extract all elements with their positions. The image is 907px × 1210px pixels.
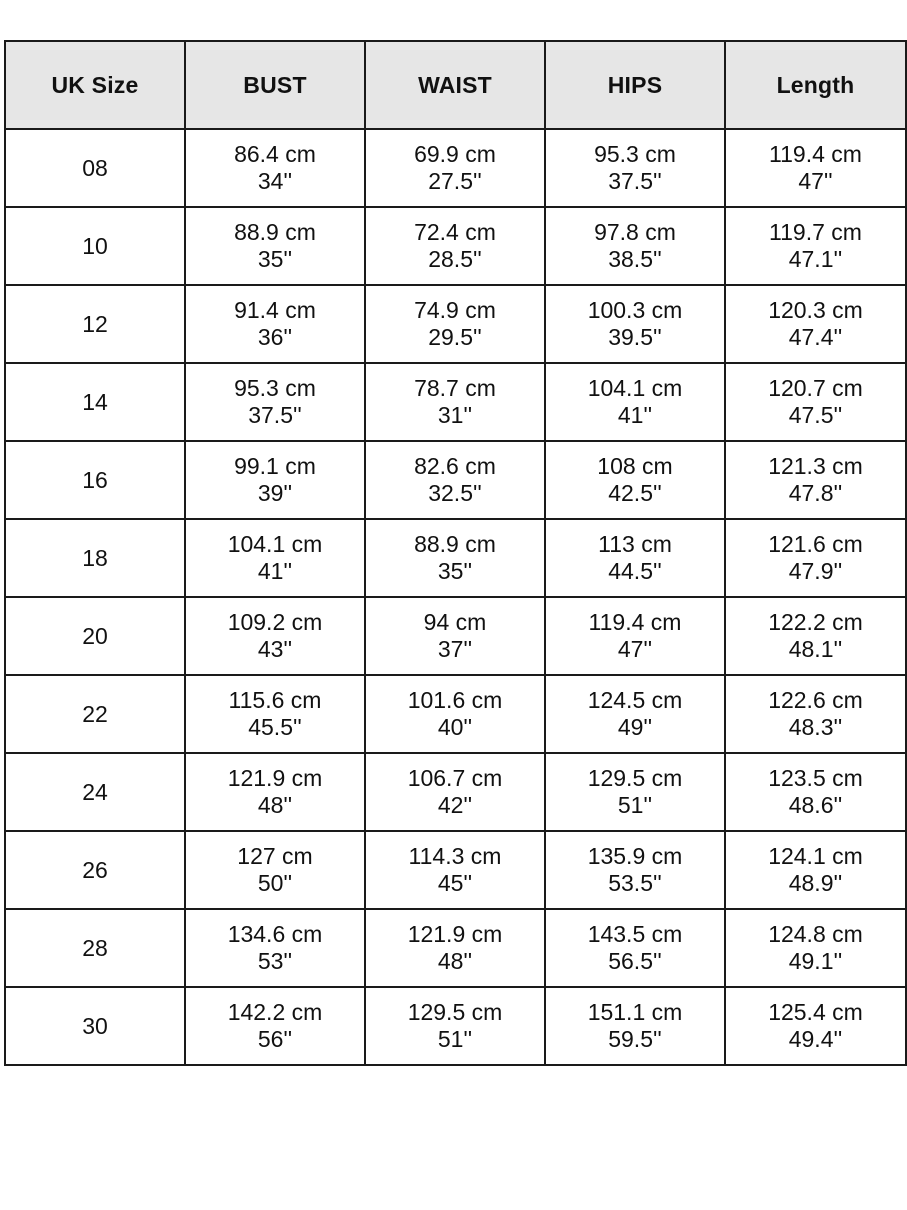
hips-cell [545, 129, 725, 207]
table-row [5, 519, 906, 597]
uk-size-cell: 08 [5, 129, 185, 207]
length-in: 47.5'' [788, 402, 843, 428]
length-in: 48.9'' [788, 870, 843, 896]
length-in: 48.1'' [788, 636, 843, 662]
bust-cm: 121.9 cm [227, 765, 323, 791]
length-cm: 120.3 cm [768, 297, 863, 323]
length-cm: 125.4 cm [768, 999, 863, 1025]
table-row [5, 441, 906, 519]
length-in: 47.1'' [788, 246, 843, 272]
waist-in: 40'' [437, 714, 473, 740]
hips-cell [545, 987, 725, 1065]
waist-in: 29.5'' [428, 324, 482, 350]
hips-cm: 113 cm [598, 531, 672, 557]
hips-cell [545, 519, 725, 597]
size-chart-table [4, 40, 907, 1066]
header-hips: HIPS [545, 41, 725, 129]
bust-cm: 88.9 cm [234, 219, 316, 245]
bust-cell [185, 753, 365, 831]
bust-in: 35'' [257, 246, 293, 272]
header-uk-size: UK Size [5, 41, 185, 129]
waist-cm: 129.5 cm [407, 999, 503, 1025]
uk-size-cell: 18 [5, 519, 185, 597]
bust-cell [185, 129, 365, 207]
waist-cm: 74.9 cm [414, 297, 496, 323]
table-row [5, 675, 906, 753]
hips-cell [545, 753, 725, 831]
waist-cell [365, 285, 545, 363]
length-cell [725, 675, 906, 753]
bust-cell [185, 675, 365, 753]
bust-cm: 109.2 cm [227, 609, 323, 635]
bust-cm: 91.4 cm [234, 297, 316, 323]
header-bust: BUST [185, 41, 365, 129]
bust-cm: 115.6 cm [228, 687, 322, 713]
waist-cm: 78.7 cm [414, 375, 496, 401]
length-cell [725, 909, 906, 987]
waist-in: 37'' [437, 636, 473, 662]
hips-in: 38.5'' [608, 246, 662, 272]
length-cell [725, 831, 906, 909]
hips-in: 37.5'' [608, 168, 662, 194]
bust-in: 37.5'' [248, 402, 302, 428]
bust-in: 56'' [257, 1026, 293, 1052]
bust-cm: 95.3 cm [234, 375, 316, 401]
length-cm: 119.7 cm [769, 219, 862, 245]
hips-cm: 108 cm [597, 453, 673, 479]
hips-in: 39.5'' [608, 324, 662, 350]
hips-cm: 95.3 cm [594, 141, 676, 167]
bust-cm: 86.4 cm [234, 141, 316, 167]
waist-cm: 94 cm [423, 609, 487, 635]
bust-in: 48'' [257, 792, 293, 818]
waist-cell [365, 753, 545, 831]
table-row [5, 597, 906, 675]
length-cell [725, 363, 906, 441]
length-cm: 124.8 cm [768, 921, 863, 947]
hips-in: 56.5'' [608, 948, 662, 974]
hips-in: 59.5'' [608, 1026, 662, 1052]
hips-cell [545, 285, 725, 363]
bust-cm: 134.6 cm [227, 921, 323, 947]
waist-cell [365, 129, 545, 207]
length-cm: 120.7 cm [768, 375, 863, 401]
table-row [5, 831, 906, 909]
waist-cell [365, 441, 545, 519]
bust-cell [185, 363, 365, 441]
hips-cell [545, 831, 725, 909]
hips-cell [545, 207, 725, 285]
waist-cell [365, 519, 545, 597]
waist-in: 51'' [437, 1026, 473, 1052]
length-in: 47.8'' [788, 480, 843, 506]
hips-cm: 97.8 cm [594, 219, 676, 245]
length-in: 47.4'' [788, 324, 843, 350]
hips-cell [545, 597, 725, 675]
length-cm: 123.5 cm [768, 765, 863, 791]
length-in: 47.9'' [788, 558, 843, 584]
uk-size-cell: 12 [5, 285, 185, 363]
bust-in: 50'' [257, 870, 293, 896]
table-row [5, 207, 906, 285]
waist-cm: 121.9 cm [407, 921, 503, 947]
waist-cm: 72.4 cm [414, 219, 496, 245]
hips-cell [545, 675, 725, 753]
table-row [5, 987, 906, 1065]
bust-cm: 127 cm [237, 843, 313, 869]
waist-cell [365, 597, 545, 675]
header-row [5, 41, 906, 129]
length-cell [725, 285, 906, 363]
table-row [5, 909, 906, 987]
waist-cm: 114.3 cm [408, 843, 502, 869]
header-waist: WAIST [365, 41, 545, 129]
waist-cell [365, 207, 545, 285]
bust-in: 45.5'' [248, 714, 302, 740]
length-cell [725, 597, 906, 675]
length-cell [725, 753, 906, 831]
length-cm: 121.6 cm [768, 531, 863, 557]
hips-cm: 119.4 cm [588, 609, 682, 635]
uk-size-cell: 28 [5, 909, 185, 987]
uk-size-cell: 10 [5, 207, 185, 285]
hips-in: 44.5'' [608, 558, 662, 584]
waist-in: 48'' [437, 948, 473, 974]
waist-cm: 101.6 cm [407, 687, 503, 713]
bust-in: 41'' [257, 558, 293, 584]
waist-in: 28.5'' [428, 246, 482, 272]
bust-cell [185, 909, 365, 987]
hips-cm: 151.1 cm [587, 999, 683, 1025]
waist-cell [365, 831, 545, 909]
hips-in: 51'' [617, 792, 653, 818]
waist-cell [365, 987, 545, 1065]
hips-cm: 104.1 cm [587, 375, 683, 401]
hips-cell [545, 363, 725, 441]
table-row [5, 363, 906, 441]
hips-cm: 143.5 cm [587, 921, 683, 947]
waist-cm: 88.9 cm [414, 531, 496, 557]
uk-size-cell: 22 [5, 675, 185, 753]
length-cm: 122.2 cm [768, 609, 863, 635]
waist-cm: 82.6 cm [414, 453, 496, 479]
uk-size-cell: 16 [5, 441, 185, 519]
waist-in: 35'' [437, 558, 473, 584]
length-in: 49.4'' [788, 1026, 843, 1052]
size-chart-header [5, 41, 906, 129]
hips-in: 49'' [617, 714, 653, 740]
bust-in: 43'' [257, 636, 293, 662]
hips-cm: 100.3 cm [587, 297, 683, 323]
bust-cell [185, 207, 365, 285]
bust-in: 34'' [257, 168, 293, 194]
waist-cell [365, 909, 545, 987]
bust-cm: 104.1 cm [227, 531, 323, 557]
bust-cell [185, 285, 365, 363]
waist-in: 31'' [437, 402, 473, 428]
table-row [5, 285, 906, 363]
length-cm: 122.6 cm [768, 687, 863, 713]
hips-cell [545, 909, 725, 987]
waist-cm: 106.7 cm [407, 765, 503, 791]
bust-cell [185, 597, 365, 675]
length-cell [725, 519, 906, 597]
uk-size-cell: 20 [5, 597, 185, 675]
bust-cell [185, 987, 365, 1065]
bust-cell [185, 831, 365, 909]
length-cm: 121.3 cm [768, 453, 863, 479]
waist-cell [365, 675, 545, 753]
bust-cm: 99.1 cm [234, 453, 316, 479]
hips-cell [545, 441, 725, 519]
hips-cm: 124.5 cm [587, 687, 683, 713]
hips-in: 53.5'' [608, 870, 662, 896]
uk-size-cell: 14 [5, 363, 185, 441]
length-cell [725, 207, 906, 285]
length-cell [725, 441, 906, 519]
length-cell [725, 987, 906, 1065]
hips-in: 41'' [617, 402, 653, 428]
table-row [5, 129, 906, 207]
waist-cell [365, 363, 545, 441]
size-chart-body [5, 129, 906, 1065]
hips-in: 42.5'' [608, 480, 662, 506]
uk-size-cell: 24 [5, 753, 185, 831]
header-length: Length [725, 41, 906, 129]
bust-in: 53'' [257, 948, 293, 974]
length-in: 47'' [798, 168, 833, 194]
bust-cm: 142.2 cm [227, 999, 323, 1025]
waist-in: 27.5'' [428, 168, 482, 194]
waist-cm: 69.9 cm [414, 141, 496, 167]
bust-in: 39'' [257, 480, 293, 506]
hips-cm: 129.5 cm [587, 765, 683, 791]
table-row [5, 753, 906, 831]
waist-in: 42'' [437, 792, 473, 818]
waist-in: 45'' [437, 870, 473, 896]
uk-size-cell: 26 [5, 831, 185, 909]
bust-cell [185, 519, 365, 597]
length-in: 49.1'' [788, 948, 843, 974]
length-cm: 124.1 cm [768, 843, 863, 869]
uk-size-cell: 30 [5, 987, 185, 1065]
bust-cell [185, 441, 365, 519]
hips-cm: 135.9 cm [587, 843, 683, 869]
hips-in: 47'' [617, 636, 653, 662]
length-in: 48.3'' [788, 714, 843, 740]
length-in: 48.6'' [788, 792, 843, 818]
length-cm: 119.4 cm [769, 141, 862, 167]
length-cell [725, 129, 906, 207]
waist-in: 32.5'' [428, 480, 482, 506]
bust-in: 36'' [257, 324, 293, 350]
